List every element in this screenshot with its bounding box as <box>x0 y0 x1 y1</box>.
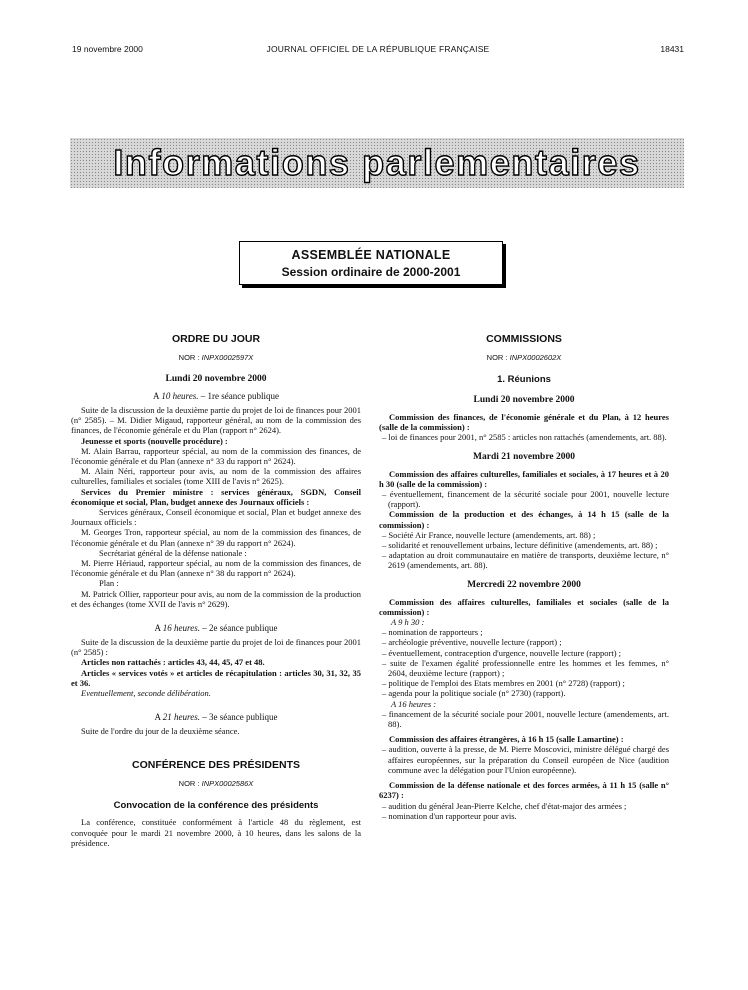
bold-paragraph: Articles « services votés » et articles de récapitulation : articles 30, 31, 32, 35 et 36. <box>71 667 361 688</box>
agenda-list <box>379 432 669 442</box>
agenda-item: – adaptation au droit communautaire en matière de transports, deuxième lecture, n° 2619 (amendements, art. 88). <box>379 550 669 570</box>
left-column <box>71 333 361 848</box>
session-label: – 2e séance publique <box>202 623 278 634</box>
paragraph: M. Patrick Ollier, rapporteur pour avis, au nom de la commission de la production et des échanges (tome XVII de l'avis n° 2629). <box>71 588 361 609</box>
day-heading: Lundi 20 novembre 2000 <box>165 374 267 384</box>
assembly-name: ASSEMBLÉE NATIONALE <box>291 248 451 262</box>
nor-label: NOR : <box>178 353 200 362</box>
agenda-item: – loi de finances pour 2001, n° 2585 : articles non rattachés (amendements, art. 88). <box>379 432 669 442</box>
paragraph: Suite de la discussion de la deuxième partie du projet de loi de finances pour 2001 (n° 2585) : <box>71 637 361 658</box>
commission-title: Commission de la défense nationale et des forces armées, à 11 h 15 (salle n° 6237) : <box>379 780 669 801</box>
nor-code: INPX0002586X <box>201 779 254 789</box>
header-page-number: 18431 <box>660 44 684 54</box>
agenda-item: – Société Air France, nouvelle lecture (amendements, art. 88) ; <box>379 530 669 540</box>
agenda-item: – éventuellement, contraception d'urgence, nouvelle lecture (rapport) ; <box>379 648 669 658</box>
agenda-item: – financement de la sécurité sociale pour 2001, nouvelle lecture (amendements, art. 88). <box>379 709 669 729</box>
agenda-item: – audition, ouverte à la presse, de M. Pierre Moscovici, ministre délégué chargé des affaires européennes, sur la préparation du Conseil européen de Nice (audition commune avec la délégation pour l'Union européenne). <box>379 744 669 775</box>
agenda-list <box>379 627 669 698</box>
nor-label: NOR : <box>486 353 508 362</box>
nor-code: INPX0002602X <box>509 353 562 362</box>
agenda-item: – agenda pour la politique sociale (n° 2730) (rapport). <box>379 688 669 698</box>
agenda-list <box>379 801 669 821</box>
agenda-item: – nomination d'un rapporteur pour avis. <box>379 811 669 821</box>
agenda-item: – suite de l'examen égalité professionnelle entre les hommes et les femmes, n° 2604, deuxième lecture (rapport) ; <box>379 658 669 678</box>
nor-reference <box>71 779 361 788</box>
agenda-item: – archéologie préventive, nouvelle lecture (rapport) ; <box>379 637 669 647</box>
agenda-item: – solidarité et renouvellement urbains, lecture définitive (amendements, art. 88) ; <box>379 540 669 550</box>
agenda-list <box>379 744 669 775</box>
italic-paragraph: Eventuellement, seconde délibération. <box>81 688 211 699</box>
session-time-value: 10 heures. <box>161 391 199 401</box>
paragraph: M. Pierre Hériaud, rapporteur spécial, au nom de la commission des finances, de l'économie générale et du Plan (annexe n° 38 du rapport n° 2624). <box>71 558 361 579</box>
header-journal-title: JOURNAL OFFICIEL DE LA RÉPUBLIQUE FRANÇAISE <box>266 44 490 54</box>
assembly-session: Session ordinaire de 2000-2001 <box>281 265 461 279</box>
agenda-item: – audition du général Jean-Pierre Kelche, chef d'état-major des armées ; <box>379 801 669 811</box>
commission-title: Commission des finances, de l'économie générale et du Plan, à 12 heures (salle de la commission) : <box>379 412 669 433</box>
conference-heading: CONFÉRENCE DES PRÉSIDENTS <box>131 759 301 772</box>
nor-label: NOR : <box>178 779 200 789</box>
day-heading: Mardi 21 novembre 2000 <box>473 451 575 462</box>
paragraph: Suite de la discussion de la deuxième partie du projet de loi de finances pour 2001 (n° 2585). – M. Didier Migaud, rapporteur général, au nom de la commission des finances, de l'économie générale et du Plan (rapport n° 2624). <box>71 405 361 436</box>
convocation-heading: Convocation de la conférence des présidents <box>113 800 319 812</box>
paragraph: Plan : <box>99 578 119 589</box>
agenda-item: – politique de l'emploi des Etats membres en 2001 (n° 2728) (rapport) ; <box>379 678 669 688</box>
commission-title: Commission des affaires culturelles, familiales et sociales, à 17 heures et à 20 h 30 (salle de la commission) : <box>379 468 669 489</box>
commission-title: Commission des affaires étrangères, à 16 h 15 (salle Lamartine) : <box>389 734 624 745</box>
session-time-value: 16 heures. <box>162 623 200 634</box>
bold-paragraph: Services du Premier ministre : services généraux, SGDN, Conseil économique et social, Plan, budget annexe des Journaux officiels : <box>71 486 361 507</box>
paragraph: Secrétariat général de la défense nationale : <box>99 547 247 558</box>
running-header <box>72 44 684 58</box>
agenda-list <box>379 489 669 509</box>
paragraph: M. Georges Tron, rapporteur spécial, au nom de la commission des finances, de l'économie générale et du Plan (annexe n° 39 du rapport n° 2624). <box>71 527 361 548</box>
nor-code: INPX0002597X <box>201 353 254 362</box>
session-time: A 10 heures. – 1re séance publique <box>153 391 279 401</box>
header-date: 19 novembre 2000 <box>72 44 143 54</box>
assembly-box <box>239 241 503 285</box>
right-column <box>379 333 669 821</box>
session-label: – 3e séance publique <box>202 712 278 723</box>
banner-title: Informations parlementaires <box>113 142 641 183</box>
agenda-list <box>379 530 669 571</box>
time-subheading: A 9 h 30 : <box>391 617 425 628</box>
day-heading: Lundi 20 novembre 2000 <box>473 395 575 405</box>
paragraph: M. Alain Barrau, rapporteur spécial, au nom de la commission des finances, de l'économie générale et du Plan (annexe n° 33 du rapport n° 2624). <box>71 445 361 467</box>
commission-title: Commission de la production et des échanges, à 14 h 15 (salle de la commission) : <box>379 509 669 530</box>
commissions-heading: COMMISSIONS <box>486 333 562 345</box>
agenda-item: – éventuellement, financement de la sécurité sociale pour 2001, nouvelle lecture (rapport). <box>379 489 669 509</box>
session-time: A 21 heures. – 3e séance publique <box>154 712 278 723</box>
paragraph: M. Alain Néri, rapporteur pour avis, au nom de la commission des affaires culturelles, familiales et sociales (tome XIII de l'avis n° 2625). <box>71 466 361 487</box>
bold-paragraph: Articles non rattachés : articles 43, 44, 45, 47 et 48. <box>81 657 265 668</box>
commission-title: Commission des affaires culturelles, familiales et sociales (salle de la commission) : <box>379 596 669 617</box>
paragraph: La conférence, constituée conformément à l'article 48 du règlement, est convoquée pour le mardi 21 novembre 2000, à 10 heures, dans les salons de la présidence. <box>71 817 361 848</box>
time-subheading: A 16 heures : <box>391 698 437 709</box>
paragraph: Services généraux, Conseil économique et social, Plan et budget annexe des Journaux officiels : <box>71 507 361 528</box>
nor-reference <box>379 353 669 362</box>
day-heading: Mercredi 22 novembre 2000 <box>467 579 581 590</box>
agenda-list <box>379 709 669 729</box>
session-time: A 16 heures. – 2e séance publique <box>154 623 278 634</box>
session-label: – 1re séance publique <box>200 391 279 401</box>
ordre-du-jour-heading: ORDRE DU JOUR <box>171 333 261 345</box>
nor-reference <box>71 353 361 362</box>
reunions-heading: 1. Réunions <box>497 374 551 385</box>
paragraph: Suite de l'ordre du jour de la deuxième séance. <box>81 726 240 737</box>
session-time-value: 21 heures. <box>162 712 200 723</box>
agenda-item: – nomination de rapporteurs ; <box>379 627 669 637</box>
bold-paragraph: Jeunesse et sports (nouvelle procédure) : <box>81 435 228 446</box>
